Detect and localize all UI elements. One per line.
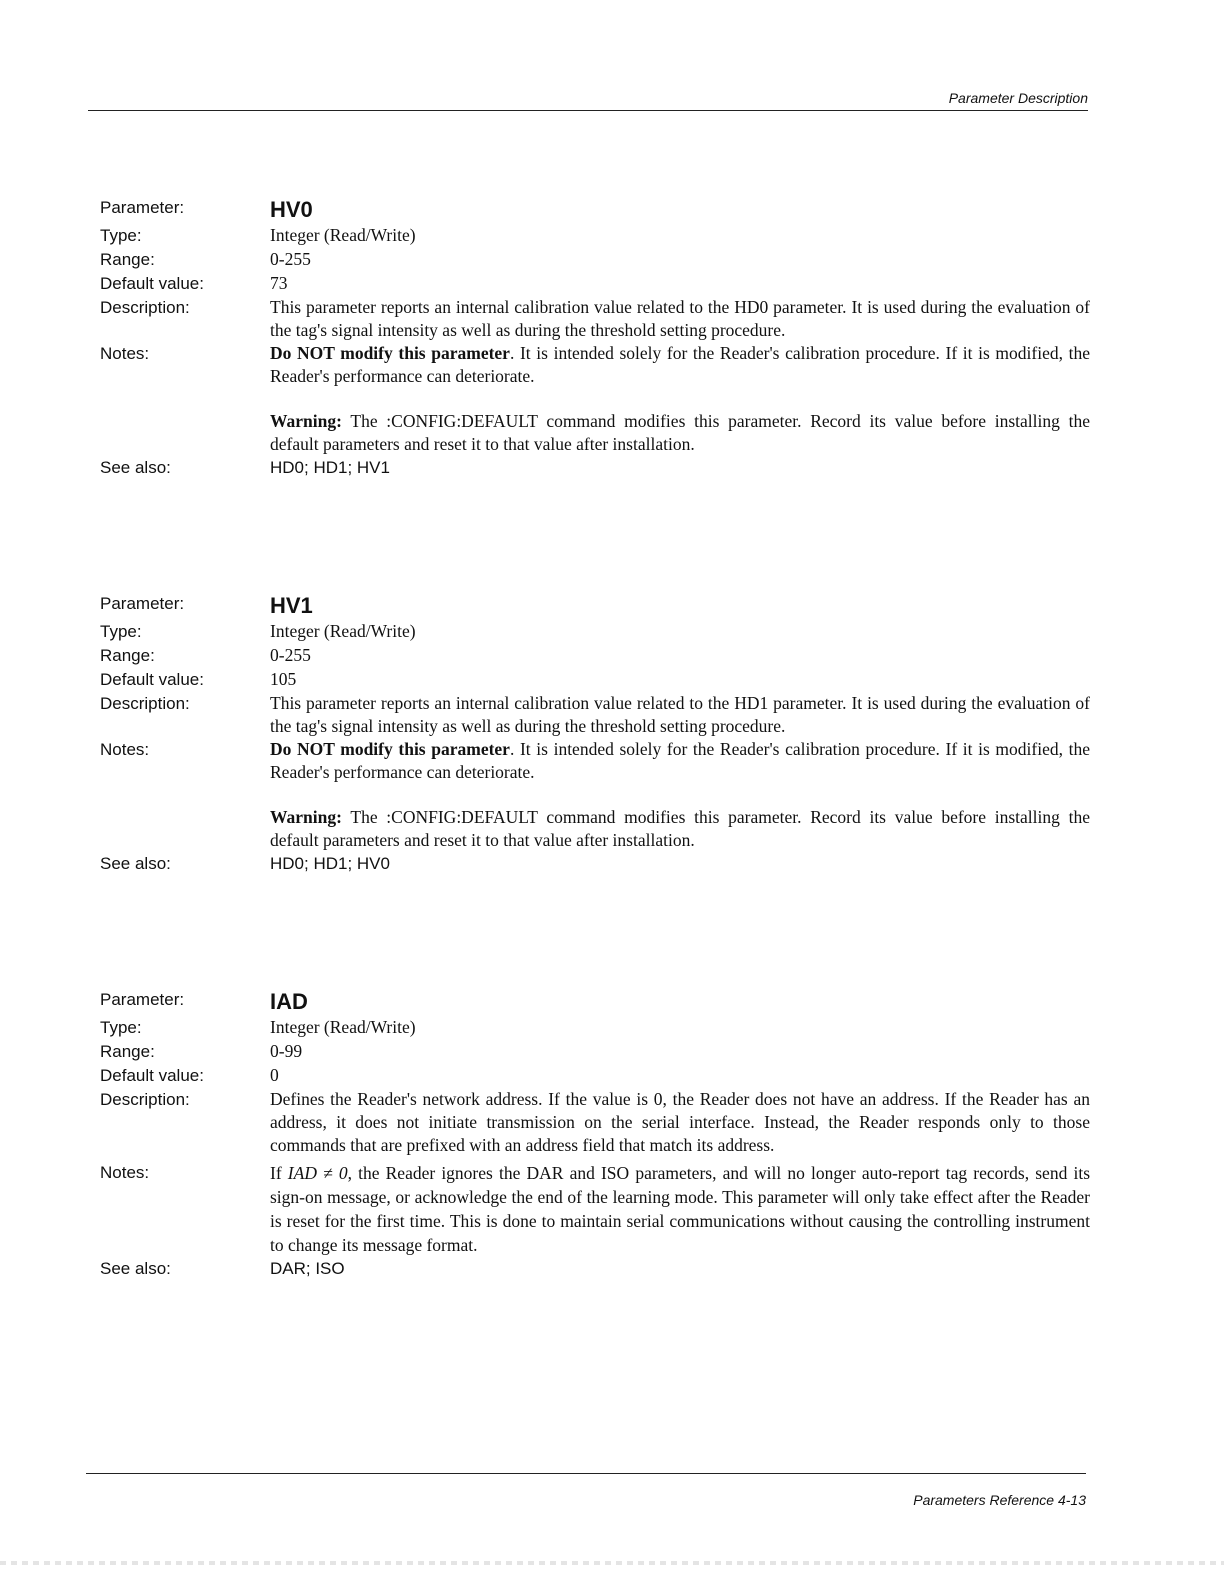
label-range: Range: [100, 646, 155, 665]
label-notes: Notes: [100, 1163, 150, 1182]
warning-label: Warning: [270, 807, 342, 827]
description-text: This parameter reports an internal calibration value related to the HD0 parameter. It is used during the evaluation of the tag's signal intensity as well as during the threshold setting procedure. [270, 297, 1090, 340]
label-description: Description: [100, 298, 190, 317]
running-header: Parameter Description [948, 90, 1088, 106]
label-see-also: See also: [100, 458, 171, 477]
notes-rest: . It is intended solely for the Reader's calibration procedure. If it is modified, the Reader's performance can deteriorate. [270, 343, 1090, 386]
notes-text [270, 1161, 1090, 1257]
default-value: 0 [270, 1065, 279, 1085]
label-description: Description: [100, 694, 190, 713]
label-see-also: See also: [100, 1259, 171, 1278]
header-rule [88, 110, 1088, 111]
label-parameter: Parameter: [100, 594, 185, 613]
parameter-block-hv1 [100, 592, 1090, 876]
type-value: Integer (Read/Write) [270, 621, 416, 641]
label-see-also: See also: [100, 854, 171, 873]
page-footer: Parameters Reference 4-13 [913, 1492, 1086, 1508]
range-value: 0-99 [270, 1041, 303, 1061]
parameter-name: HV0 [270, 197, 313, 222]
see-also-value: HD0; HD1; HV1 [270, 458, 390, 477]
label-parameter: Parameter: [100, 198, 185, 217]
notes-bold: Do NOT modify this parameter [270, 343, 510, 363]
warning-text [270, 410, 1090, 456]
label-type: Type: [100, 226, 142, 245]
label-default: Default value: [100, 1066, 204, 1085]
label-range: Range: [100, 1042, 155, 1061]
label-type: Type: [100, 1018, 142, 1037]
warning-text [270, 806, 1090, 852]
range-value: 0-255 [270, 645, 311, 665]
default-value: 73 [270, 273, 288, 293]
parameter-name: IAD [270, 989, 308, 1014]
notes-bold: Do NOT modify this parameter [270, 739, 510, 759]
see-also-value: DAR; ISO [270, 1259, 345, 1278]
scan-artifact [0, 1561, 1224, 1565]
notes-rest: . It is intended solely for the Reader's calibration procedure. If it is modified, the Reader's performance can deteriorate. [270, 739, 1090, 782]
description-text: Defines the Reader's network address. If the value is 0, the Reader does not have an address. If the Reader has an address, it does not initiate transmission on the serial interface. Instead, the Reader responds only to those commands that are prefixed with an address field that match its address. [270, 1089, 1090, 1155]
label-default: Default value: [100, 670, 204, 689]
see-also-value: HD0; HD1; HV0 [270, 854, 390, 873]
notes-text [270, 738, 1090, 852]
label-notes: Notes: [100, 740, 150, 759]
label-default: Default value: [100, 274, 204, 293]
warning-rest: The :CONFIG:DEFAULT command modifies this parameter. Record its value before installing the default parameters and reset it to that value after installation. [270, 807, 1090, 850]
type-value: Integer (Read/Write) [270, 225, 416, 245]
label-description: Description: [100, 1090, 190, 1109]
notes-math: IAD ≠ 0 [287, 1163, 348, 1183]
label-notes: Notes: [100, 344, 150, 363]
description-text: This parameter reports an internal calibration value related to the HD1 parameter. It is used during the evaluation of the tag's signal intensity as well as during the threshold setting procedure. [270, 693, 1090, 736]
label-parameter: Parameter: [100, 990, 185, 1009]
notes-prefix: If [270, 1163, 288, 1183]
default-value: 105 [270, 669, 297, 689]
notes-rest: , the Reader ignores the DAR and ISO parameters, and will no longer auto-report tag records, send its sign-on message, or acknowledge the end of the learning mode. This parameter will only take effect after the Reader is reset for the first time. This is done to maintain serial communications without causing the controlling instrument to change its message format. [270, 1163, 1091, 1255]
type-value: Integer (Read/Write) [270, 1017, 416, 1037]
parameter-block-iad [100, 988, 1090, 1281]
parameter-block-hv0 [100, 196, 1090, 480]
label-range: Range: [100, 250, 155, 269]
range-value: 0-255 [270, 249, 311, 269]
footer-rule [86, 1473, 1086, 1474]
warning-rest: The :CONFIG:DEFAULT command modifies this parameter. Record its value before installing the default parameters and reset it to that value after installation. [270, 411, 1090, 454]
parameter-name: HV1 [270, 593, 313, 618]
label-type: Type: [100, 622, 142, 641]
notes-text [270, 342, 1090, 456]
warning-label: Warning: [270, 411, 342, 431]
